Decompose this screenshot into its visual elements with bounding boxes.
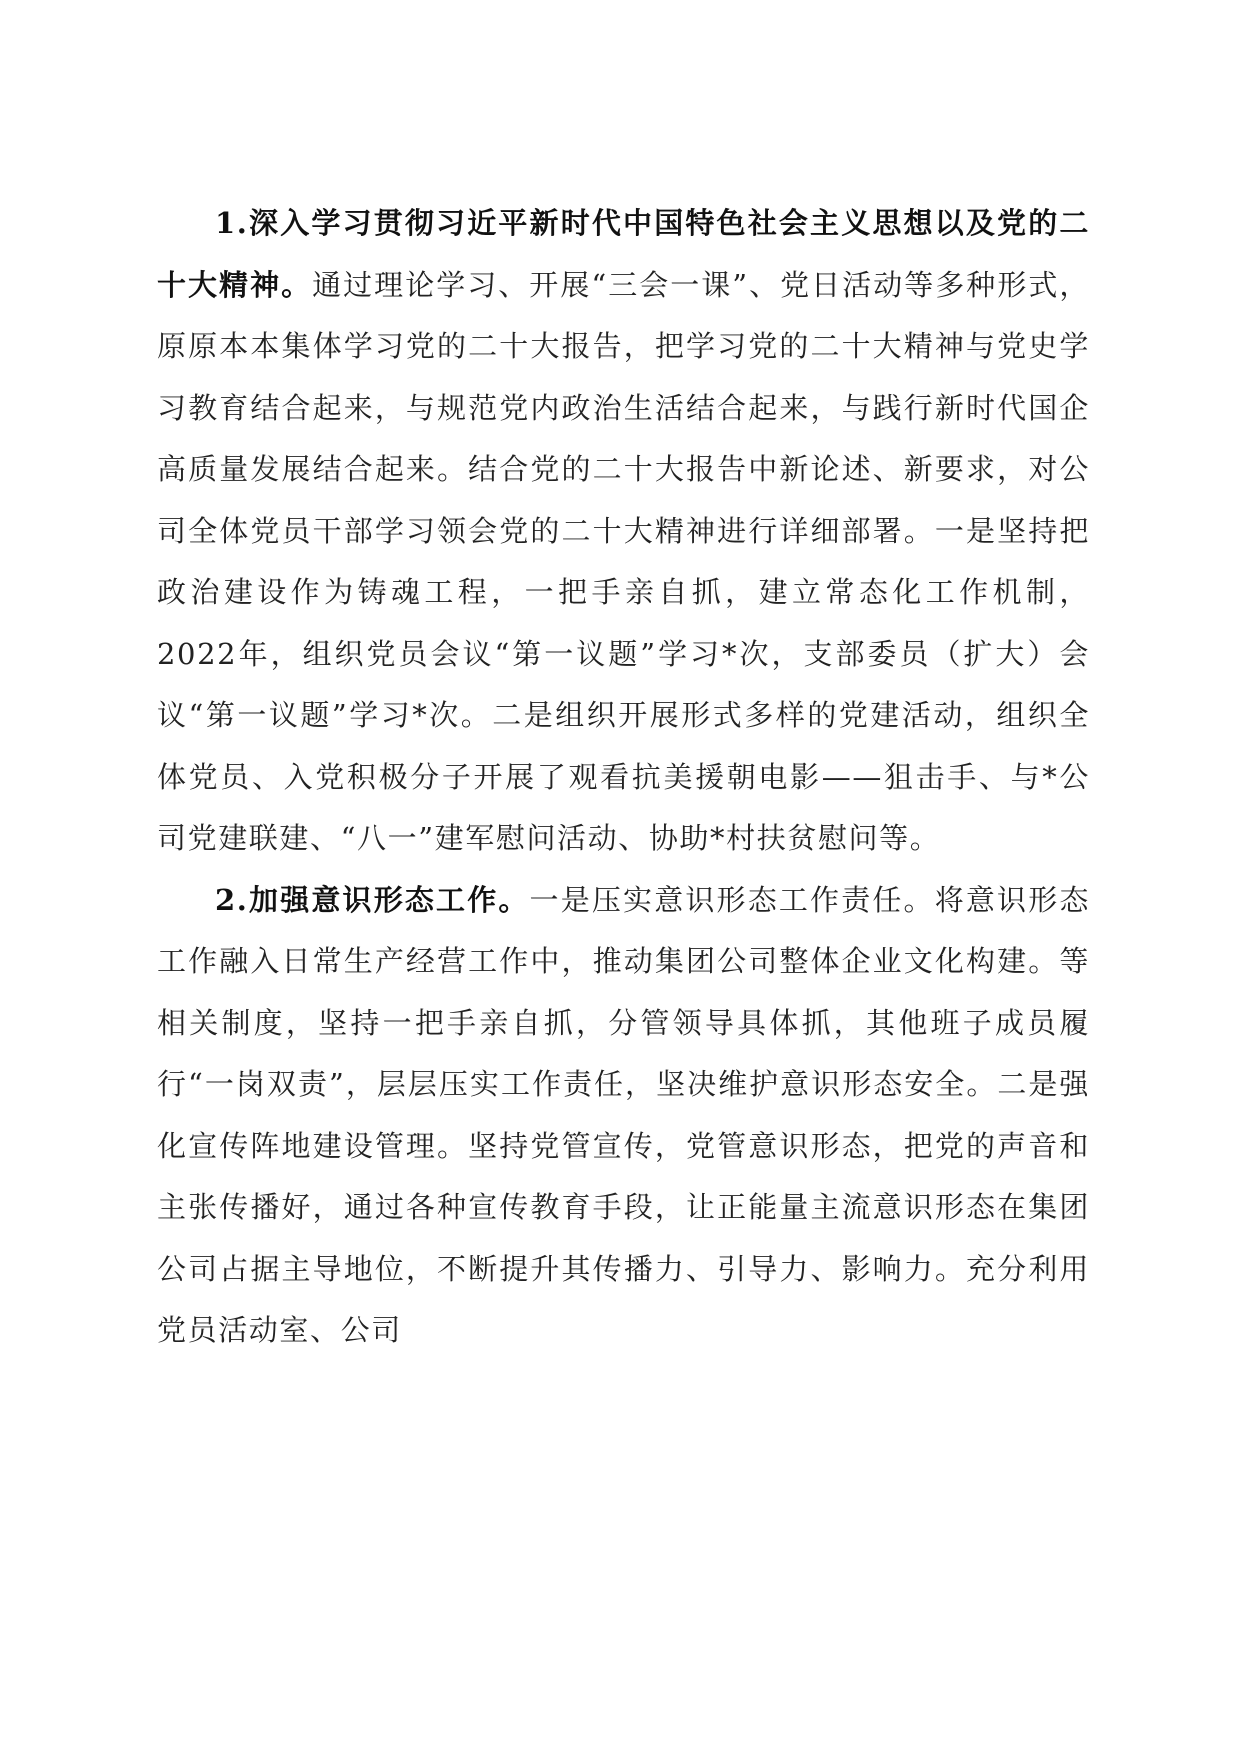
paragraph-2 [157, 870, 1090, 1362]
paragraph-1-text: 通过理论学习、开展“三会一课”、党日活动等多种形式，原原本本集体学习党的二十大报告，把学习党的二十大精神与党史学习教育结合起来，与规范党内政治生活结合起来，与践行新时代国企高质量发展结合起来。结合党的二十大报告中新论述、新要求，对公司全体党员干部学习领会党的二十大精神进行详细部署。一是坚持把政治建设作为铸魂工程，一把手亲自抓，建立常态化工作机制，2022年，组织党员会议“第一议题”学习*次，支部委员（扩大）会议“第一议题”学习*次。二是组织开展形式多样的党建活动，组织全体党员、入党积极分子开展了观看抗美援朝电影——狙击手、与*公司党建联建、“八一”建军慰问活动、协助*村扶贫慰问等。 [157, 267, 1090, 855]
paragraph-1 [157, 193, 1090, 870]
paragraph-1-heading: 1.深入学习贯彻习近平新时代中国特色社会主义思想以及党的二十大精神。 [157, 206, 1090, 302]
paragraph-2-heading: 2.加强意识形态工作。 [215, 882, 530, 917]
document-body [157, 193, 1090, 1362]
paragraph-2-text: 一是压实意识形态工作责任。将意识形态工作融入日常生产经营工作中，推动集团公司整体企业文化构建。等相关制度，坚持一把手亲自抓，分管领导具体抓，其他班子成员履行“一岗双责”，层层压实工作责任，坚决维护意识形态安全。二是强化宣传阵地建设管理。坚持党管宣传，党管意识形态，把党的声音和主张传播好，通过各种宣传教育手段，让正能量主流意识形态在集团公司占据主导地位，不断提升其传播力、引导力、影响力。充分利用党员活动室、公司 [157, 882, 1090, 1347]
